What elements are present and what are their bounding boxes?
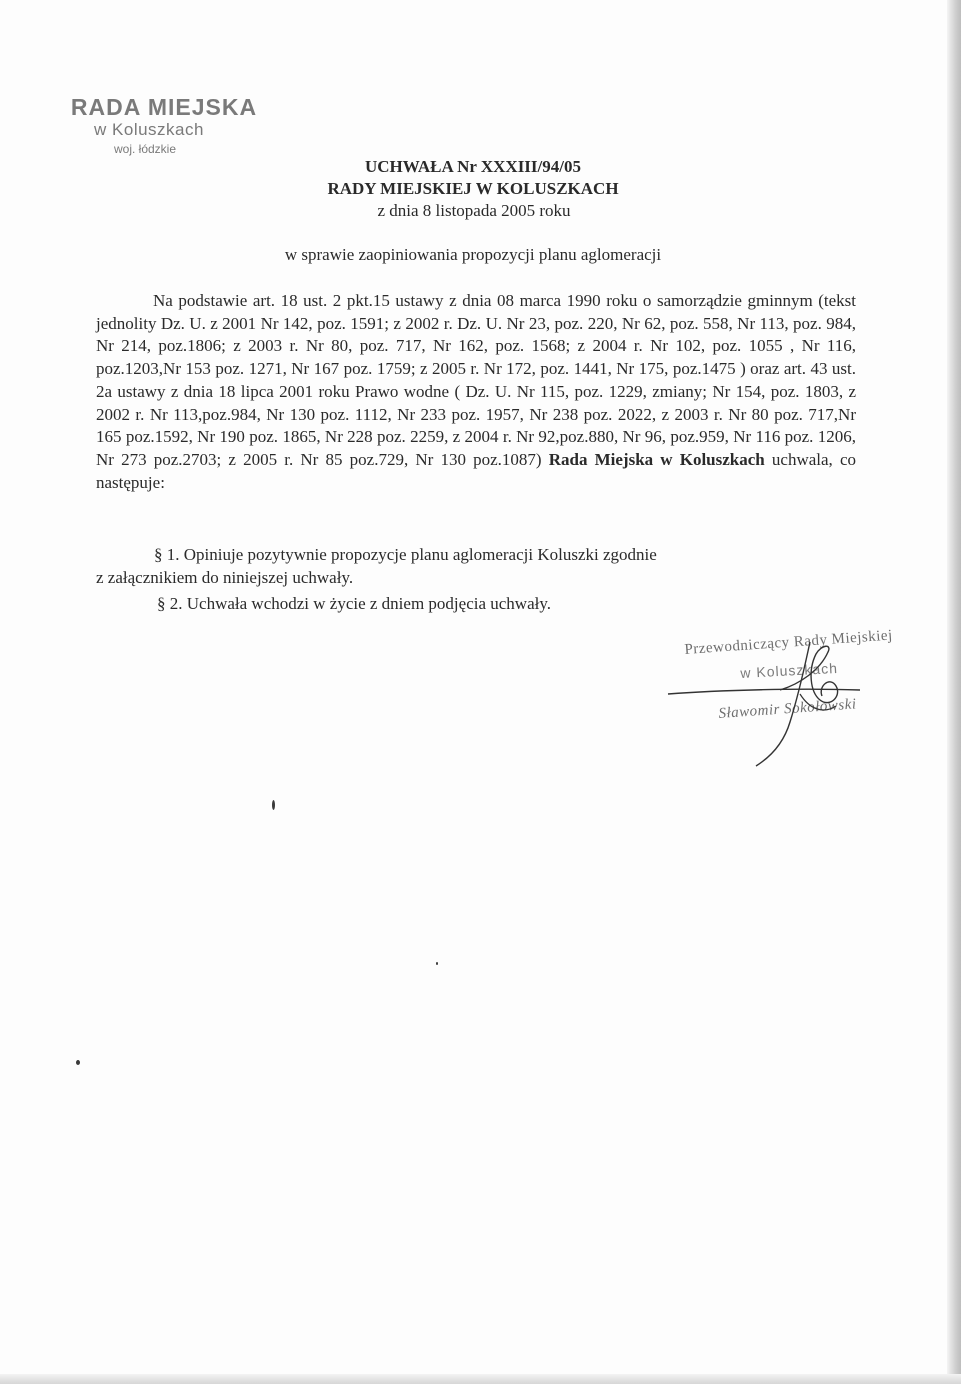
stamp-town: w Koluszkach — [94, 120, 204, 139]
paragraph-2: § 2. Uchwała wchodzi w życie z dniem podjęcia uchwały. — [157, 594, 551, 613]
legal-basis-paragraph — [96, 290, 856, 494]
stamp-voivodeship: woj. łódzkie — [113, 142, 177, 156]
chairman-stamp-title: Przewodniczący Rady Miejskiej — [684, 627, 894, 658]
resolution-subject: w sprawie zaopiniowania propozycji planu aglomeracji — [284, 245, 662, 264]
scan-speck — [76, 1060, 80, 1065]
paragraph-1-line-2: z załącznikiem do niniejszej uchwały. — [96, 568, 354, 587]
resolution-header — [0, 156, 940, 222]
resolution-issuer: RADY MIEJSKIEJ W KOLUSZKACH — [327, 179, 619, 198]
paragraph-1-line-1: § 1. Opiniuje pozytywnie propozycje planu aglomeracji Koluszki zgodnie — [154, 545, 657, 564]
page-bottom-shadow — [0, 1374, 961, 1384]
page-edge-shadow — [947, 0, 961, 1384]
chairman-stamp-place: w Koluszkach — [740, 659, 839, 681]
legal-basis-ending: uchwala, co następuje: — [96, 449, 857, 492]
scan-speck — [272, 800, 275, 810]
stamp-council-name: RADA MIEJSKA — [70, 94, 258, 120]
resolution-title: UCHWAŁA Nr XXXIII/94/05 — [365, 157, 581, 176]
handwritten-signature — [660, 630, 930, 780]
scan-speck — [436, 962, 438, 965]
council-stamp — [52, 94, 282, 158]
resolution-date: z dnia 8 listopada 2005 roku — [377, 201, 571, 220]
signature-block — [660, 627, 930, 780]
legal-basis-text: Na podstawie art. 18 ust. 2 pkt.15 ustawy z dnia 08 marca 1990 roku o samorządzie gminnym (tekst jednolity Dz. U. z 2001 Nr 142, poz. 1591; z 2002 r. Dz. U. Nr 23, poz. 220, Nr 62, poz. 558, Nr 113, poz. 984, Nr 214, poz.1806; z 2003 r. Nr 80, poz. 717, Nr 162, poz. 1568; z 2004 r. Nr 102, poz. 1055 , Nr 116, poz.1203,Nr 153 poz. 1271, Nr 167 poz. 1759; z 2005 r. Nr 172, poz. 1441, Nr 175, poz.1475 ) oraz art. 43 ust. 2a ustawy z dnia 18 lipca 2001 roku Prawo wodne ( Dz. U. Nr 115, poz. 1229, zmiany; Nr 154, poz. 1803, z 2002 r. Nr 113,poz.984, Nr 130 poz. 1112, Nr 233 poz. 1957, Nr 238 poz. 2022, z 2003 r. Nr 80 poz. 717,Nr 165 poz.1592, Nr 190 poz. 1865, Nr 228 poz. 2259, z 2004 r. Nr 92,poz.880, Nr 96, poz.959, Nr 116 poz. 1206, Nr 273 poz.2703; z 2005 r. Nr 85 poz.729, Nr 130 poz.1087) — [96, 291, 856, 469]
council-name-bold: Rada Miejska w Koluszkach — [548, 449, 765, 469]
chairman-stamp-name: Sławomir Sokołowski — [718, 696, 858, 722]
